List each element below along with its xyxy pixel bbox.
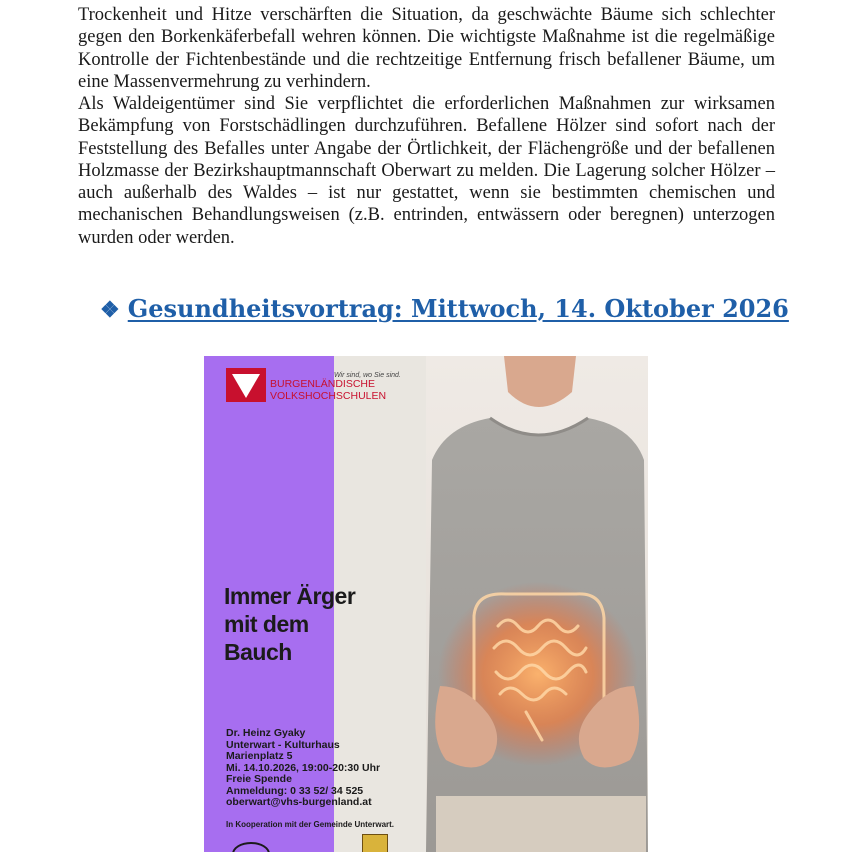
heading-link-text[interactable]: Gesundheitsvortrag: Mittwoch, 14. Oktober 2026: [127, 294, 789, 323]
fee: Freie Spende: [226, 773, 292, 785]
poster-photo: [426, 356, 648, 852]
paragraph-bark-beetle: Trockenheit und Hitze verschärften die Situation, da geschwächte Bäume sich schlechter gegen den Borkenkäferbefall wehren können. Die wichtigste Maßnahme ist die regelmäßige Kontrolle der Fichtenbestände und die rechtzeitige Entfernung frisch befallener Bäume, um eine Massenvermehrung zu verhindern.: [78, 5, 775, 92]
event-details: [226, 728, 380, 809]
event-poster: [204, 356, 648, 852]
coat-of-arms-icon: [362, 834, 388, 852]
section-heading[interactable]: [100, 294, 789, 323]
title-line: mit dem: [224, 611, 309, 637]
logo-line2: VOLKSHOCHSCHULEN: [270, 390, 387, 402]
cooperation-note: In Kooperation mit der Gemeinde Unterwart.: [226, 820, 395, 829]
woman-abdomen-illustration: [426, 356, 648, 852]
title-line: Immer Ärger: [224, 583, 356, 609]
logo-line1: BURGENLÄNDISCHE: [270, 378, 376, 390]
registration-email: oberwart@vhs-burgenland.at: [226, 796, 372, 808]
logo-tagline: Wir sind, wo Sie sind.: [334, 372, 401, 379]
venue: Unterwart - Kulturhaus: [226, 738, 340, 751]
registration-phone: Anmeldung: 0 33 52/ 34 525: [226, 784, 364, 797]
date-time: Mi. 14.10.2026, 19:00-20:30 Uhr: [226, 761, 381, 774]
paragraph-owner-duties: Als Waldeigentümer sind Sie verpflichtet die erforderlichen Maßnahmen zur wirksamen Bekämpfung von Forstschädlingen durchzuführen. Befallene Hölzer sind sofort nach der Feststellung des Befalles unter Angabe der Örtlichkeit, der Flächengröße und der befallenen Holzmasse der Bezirkshauptmannschaft Oberwart zu melden. Die Lagerung solcher Hölzer – auch außerhalb des Waldes – ist nur gestattet, wenn sie bestimmten chemischen und mechanischen Behandlungsweisen (z.B. entrinden, entwässern oder beregnen) unterzogen wurden oder werden.: [78, 94, 775, 248]
poster-title: [224, 582, 424, 666]
title-line: Bauch: [224, 639, 292, 665]
diamond-bullet-icon: ❖: [100, 297, 120, 323]
address: Marienplatz 5: [226, 750, 293, 762]
vhs-logo-icon: [226, 368, 266, 402]
speaker: Dr. Heinz Gyaky: [226, 727, 306, 739]
